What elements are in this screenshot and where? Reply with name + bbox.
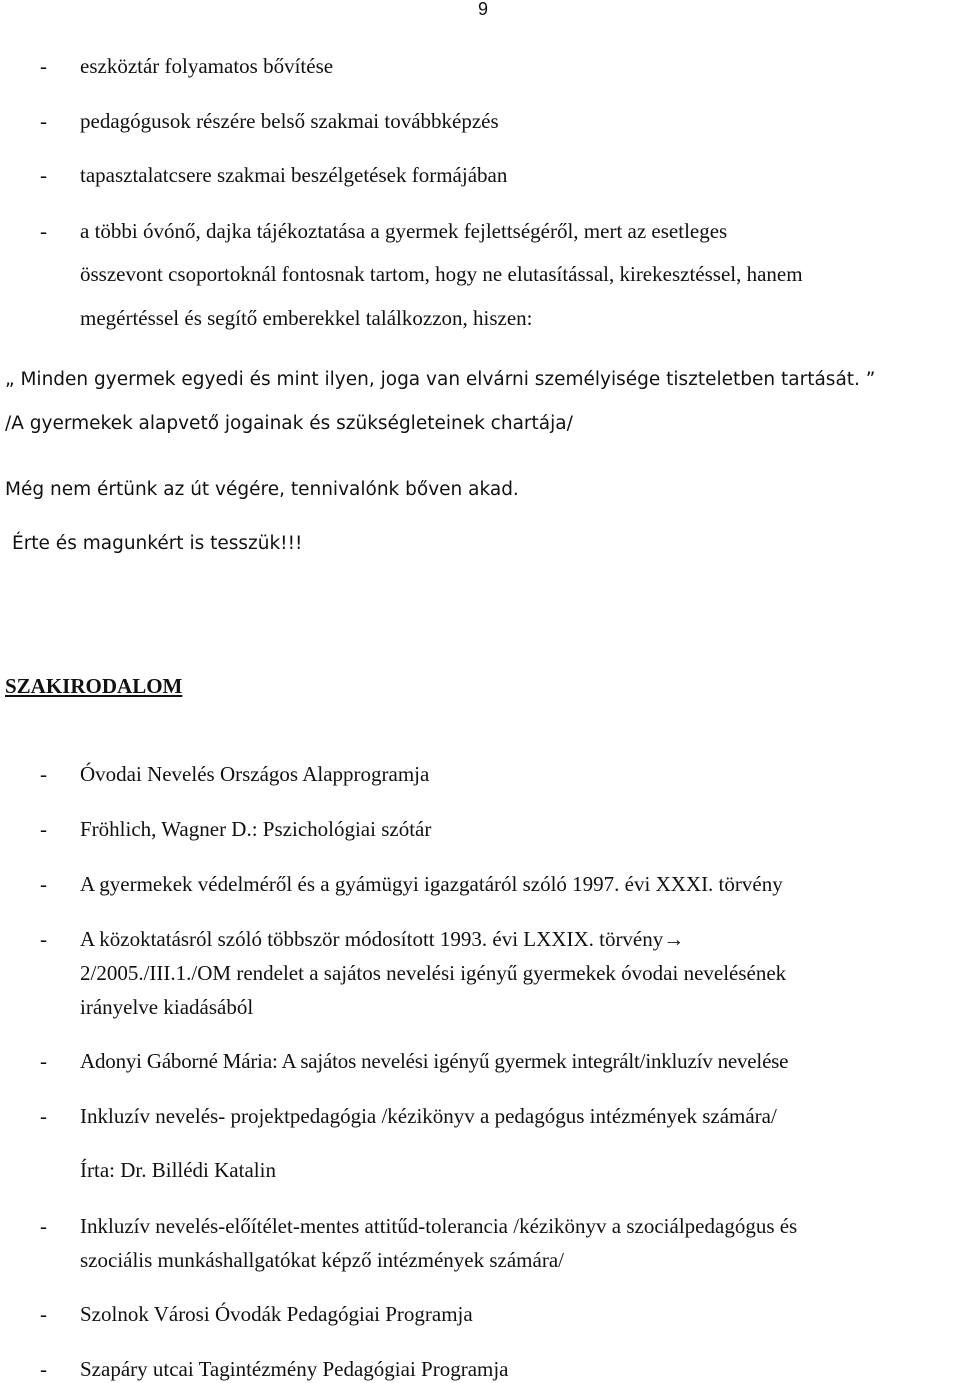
list-dash: - [40, 219, 47, 243]
quote-text: „ Minden gyermek egyedi és mint ilyen, joga van elvárni személyisége tiszteletben tartását. ” [5, 369, 876, 390]
bibliography-heading: SZAKIRODALOM [5, 674, 183, 698]
quote-source: /A gyermekek alapvető jogainak és szükségleteinek chartája/ [5, 413, 573, 434]
list-dash: - [40, 1302, 47, 1326]
list-dash: - [40, 1214, 47, 1238]
list-dash: - [40, 1104, 47, 1128]
list-item-text: Szapáry utcai Tagintézmény Pedagógiai Programja [80, 1357, 509, 1381]
page-number: 9 [478, 0, 489, 19]
list-dash: - [40, 1357, 47, 1381]
list-item-text: Óvodai Nevelés Országos Alapprogramja [80, 762, 430, 786]
list-item-text: a többi óvónő, dajka tájékoztatása a gyermek fejlettségéről, mert az esetleges [80, 219, 728, 243]
list-dash: - [40, 872, 47, 896]
list-dash: - [40, 109, 47, 133]
list-item-text: pedagógusok részére belső szakmai továbbképzés [80, 109, 499, 133]
list-dash: - [40, 54, 47, 78]
list-item-text: 2/2005./III.1./OM rendelet a sajátos nevelési igényű gyermekek óvodai nevelésének [80, 961, 787, 985]
list-item-text: Inkluzív nevelés- projektpedagógia /kézikönyv a pedagógus intézmények számára/ [80, 1104, 777, 1128]
list-item-text: Adonyi Gáborné Mária: A sajátos nevelési igényű gyermek integrált/inkluzív nevelése [80, 1049, 789, 1073]
list-item-text: eszköztár folyamatos bővítése [80, 54, 334, 78]
list-item-text: Írta: Dr. Billédi Katalin [80, 1158, 276, 1182]
list-item-text: tapasztalatcsere szakmai beszélgetések formájában [80, 163, 508, 187]
list-item-text: Szolnok Városi Óvodák Pedagógiai Programja [80, 1302, 473, 1326]
list-item-text: megértéssel és segítő emberekkel találkozzon, hiszen: [80, 306, 533, 330]
list-item-text: Inkluzív nevelés-előítélet-mentes attitűd-tolerancia /kézikönyv a szociálpedagógus és [80, 1214, 798, 1238]
list-dash: - [40, 1049, 47, 1073]
list-dash: - [40, 817, 47, 841]
list-dash: - [40, 163, 47, 187]
list-item-text: A közoktatásról szóló többször módosított 1993. évi LXXIX. törvény→ [80, 927, 685, 951]
list-item-text: Fröhlich, Wagner D.: Pszichológiai szótár [80, 817, 432, 841]
list-item-text: A gyermekek védelméről és a gyámügyi igazgatáról szóló 1997. évi XXXI. törvény [80, 872, 783, 896]
list-item-text: összevont csoportoknál fontosnak tartom, hogy ne elutasítással, kirekesztéssel, hanem [80, 262, 803, 286]
list-item-text: irányelve kiadásából [80, 995, 254, 1019]
closing-line: Érte és magunkért is tesszük!!! [12, 533, 303, 554]
list-dash: - [40, 927, 47, 951]
list-item-text: szociális munkáshallgatókat képző intézmények számára/ [80, 1248, 564, 1272]
closing-line: Még nem értünk az út végére, tennivalónk bőven akad. [5, 479, 519, 500]
list-dash: - [40, 762, 47, 786]
